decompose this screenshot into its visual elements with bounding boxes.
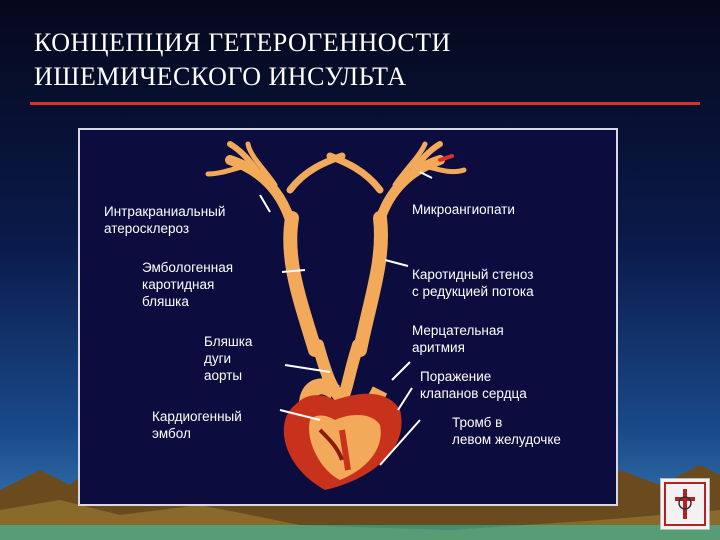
title-line-1: КОНЦЕПЦИЯ ГЕТЕРОГЕННОСТИ [34,28,451,57]
left-cerebral-branches [208,144,342,220]
label-lv-thrombus: Тромб в левом желудочке [452,415,561,447]
title-line-2: ИШЕМИЧЕСКОГО ИНСУЛЬТА [34,62,407,91]
label-aortic-arch-plaque: Бляшка дуги аорты [204,334,253,383]
label-valve-disease: Поражение клапанов сердца [420,369,527,401]
label-embologenic-carotid-plaque: Эмбологенная каротидная бляшка [142,260,234,309]
label-intracranial-atherosclerosis: Интракраниальный атеросклероз [104,204,226,236]
heart-illustration [284,394,402,490]
page-title [34,26,694,94]
diagram-panel [78,128,618,506]
label-atrial-fibrillation: Мерцательная аритмия [412,323,504,355]
label-carotid-stenosis: Каротидный стеноз с редукцией потока [412,267,534,299]
medical-emblem-icon [660,478,710,530]
title-underline [30,102,700,105]
label-cardiogenic-embolus: Кардиогенный эмбол [152,409,242,441]
label-microangiopathy: Микроангиопати [412,202,515,217]
